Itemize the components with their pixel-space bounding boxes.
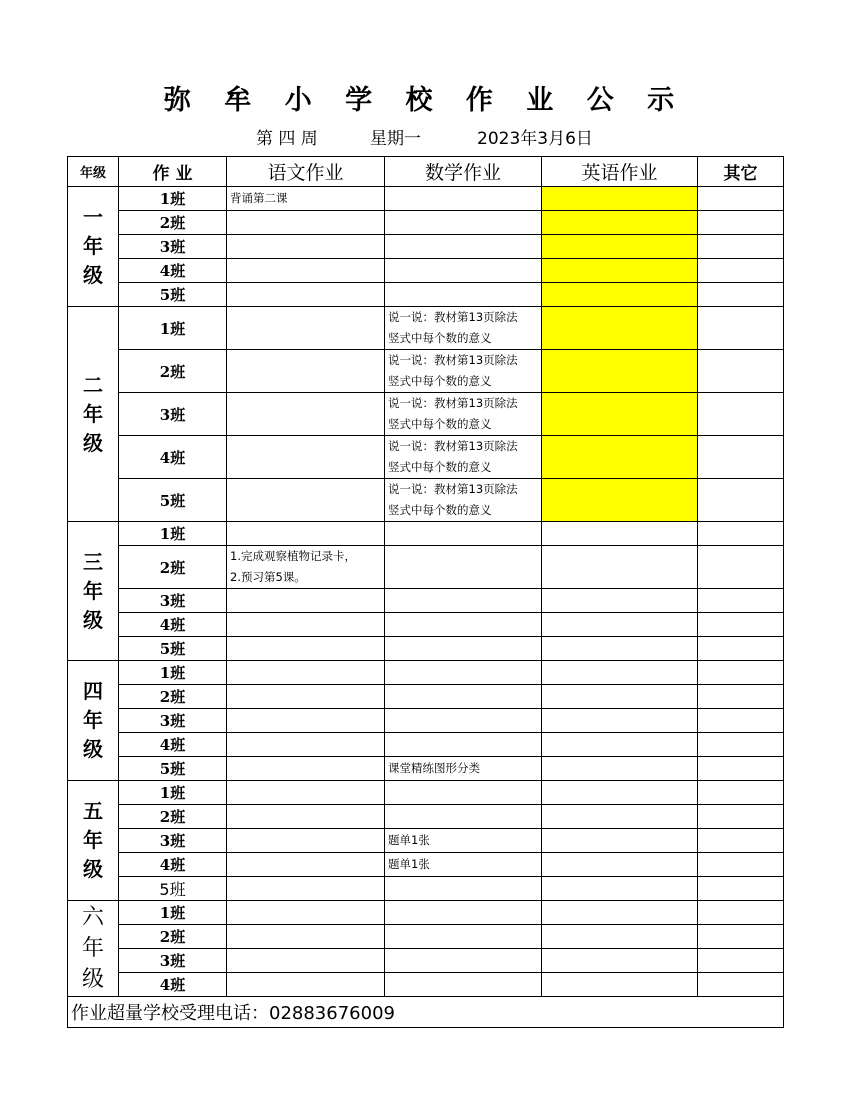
table-row [68,829,784,853]
english-cell [542,546,698,589]
week-label: 第 四 周 [256,129,318,149]
math-cell: 说一说：教材第13页除法 竖式中每个数的意义 [385,436,542,479]
chinese-cell [227,283,385,307]
chinese-cell [227,235,385,259]
header-other: 其它 [698,157,784,187]
header-math: 数学作业 [385,157,542,187]
table-row [68,733,784,757]
english-cell [542,925,698,949]
other-cell [698,853,784,877]
english-cell [542,709,698,733]
chinese-cell [227,685,385,709]
chinese-cell [227,709,385,733]
english-cell [542,479,698,522]
table-row [68,709,784,733]
table-row [68,350,784,393]
english-cell [542,781,698,805]
english-cell [542,949,698,973]
table-row [68,235,784,259]
chinese-cell [227,613,385,637]
other-cell [698,685,784,709]
english-cell [542,393,698,436]
table-row [68,973,784,997]
table-row [68,805,784,829]
class-label: 2班 [119,211,227,235]
english-cell [542,436,698,479]
math-cell: 题单1张 [385,829,542,853]
table-row [68,307,784,350]
table-row [68,901,784,925]
class-label: 4班 [119,259,227,283]
chinese-cell [227,350,385,393]
math-cell [385,283,542,307]
other-cell [698,757,784,781]
table-row [68,925,784,949]
class-label: 1班 [119,781,227,805]
english-cell [542,259,698,283]
other-cell [698,211,784,235]
table-row [68,393,784,436]
class-label: 5班 [119,877,227,901]
chinese-cell [227,259,385,283]
other-cell [698,187,784,211]
other-cell [698,283,784,307]
math-cell [385,805,542,829]
grade-5-label: 五 年 级 [68,781,119,901]
other-cell [698,259,784,283]
grade-2-label: 二 年 级 [68,307,119,522]
math-cell [385,235,542,259]
math-cell: 说一说：教材第13页除法 竖式中每个数的意义 [385,350,542,393]
other-cell [698,307,784,350]
other-cell [698,877,784,901]
chinese-cell [227,829,385,853]
english-cell [542,661,698,685]
class-label: 3班 [119,589,227,613]
table-row [68,661,784,685]
math-cell [385,949,542,973]
chinese-cell [227,479,385,522]
grade-6-label: 六 年 级 [68,901,119,997]
english-cell [542,613,698,637]
table-row [68,637,784,661]
class-label: 2班 [119,805,227,829]
chinese-cell [227,805,385,829]
math-cell: 说一说：教材第13页除法 竖式中每个数的意义 [385,307,542,350]
english-cell [542,685,698,709]
chinese-cell [227,522,385,546]
class-label: 4班 [119,853,227,877]
chinese-cell: 1.完成观察植物记录卡， 2.预习第5课。 [227,546,385,589]
class-label: 4班 [119,436,227,479]
math-cell [385,877,542,901]
weekday-label: 星期一 [370,129,421,149]
other-cell [698,805,784,829]
chinese-cell [227,901,385,925]
class-label: 3班 [119,949,227,973]
other-cell [698,436,784,479]
chinese-cell [227,436,385,479]
class-label: 1班 [119,307,227,350]
class-label: 1班 [119,901,227,925]
table-row [68,522,784,546]
other-cell [698,901,784,925]
chinese-cell: 背诵第二课 [227,187,385,211]
table-row [68,685,784,709]
other-cell [698,661,784,685]
other-cell [698,949,784,973]
other-cell [698,709,784,733]
chinese-cell [227,973,385,997]
other-cell [698,613,784,637]
chinese-cell [227,949,385,973]
class-label: 5班 [119,479,227,522]
math-cell [385,925,542,949]
chinese-cell [227,733,385,757]
math-cell [385,661,542,685]
other-cell [698,781,784,805]
class-label: 1班 [119,661,227,685]
other-cell [698,350,784,393]
math-cell [385,546,542,589]
header-chinese: 语文作业 [227,157,385,187]
class-label: 3班 [119,235,227,259]
table-row [68,187,784,211]
english-cell [542,235,698,259]
grade-3-label: 三 年 级 [68,522,119,661]
page-title: 弥 牟 小 学 校 作 业 公 示 [163,85,687,116]
table-row [68,259,784,283]
english-cell [542,973,698,997]
math-cell [385,259,542,283]
math-cell [385,187,542,211]
math-cell [385,211,542,235]
math-cell [385,589,542,613]
class-label: 4班 [119,973,227,997]
chinese-cell [227,637,385,661]
english-cell [542,307,698,350]
english-cell [542,853,698,877]
chinese-cell [227,211,385,235]
grade-4-label: 四 年 级 [68,661,119,781]
table-row [68,283,784,307]
table-row [68,589,784,613]
other-cell [698,733,784,757]
english-cell [542,637,698,661]
english-cell [542,829,698,853]
english-cell [542,187,698,211]
english-cell [542,522,698,546]
table-row [68,211,784,235]
math-cell [385,613,542,637]
math-cell [385,973,542,997]
other-cell [698,637,784,661]
complaint-phone-footer: 作业超量学校受理电话：02883676009 [68,997,784,1028]
math-cell [385,781,542,805]
table-row [68,949,784,973]
table-row [68,479,784,522]
grade-1-label: 一 年 级 [68,187,119,307]
other-cell [698,479,784,522]
english-cell [542,757,698,781]
chinese-cell [227,661,385,685]
table-row [68,613,784,637]
other-cell [698,925,784,949]
class-label: 2班 [119,350,227,393]
class-label: 4班 [119,733,227,757]
class-label: 2班 [119,925,227,949]
table-row [68,757,784,781]
english-cell [542,733,698,757]
english-cell [542,589,698,613]
english-cell [542,350,698,393]
class-label: 3班 [119,709,227,733]
class-label: 4班 [119,613,227,637]
math-cell [385,522,542,546]
class-label: 1班 [119,522,227,546]
math-cell: 题单1张 [385,853,542,877]
chinese-cell [227,307,385,350]
math-cell: 说一说：教材第13页除法 竖式中每个数的意义 [385,393,542,436]
chinese-cell [227,877,385,901]
class-label: 3班 [119,393,227,436]
english-cell [542,877,698,901]
date-label: 2023年3月6日 [477,129,593,149]
table-row [68,853,784,877]
table-row [68,781,784,805]
header-english: 英语作业 [542,157,698,187]
other-cell [698,522,784,546]
english-cell [542,901,698,925]
table-row [68,877,784,901]
other-cell [698,973,784,997]
other-cell [698,546,784,589]
class-label: 5班 [119,283,227,307]
other-cell [698,393,784,436]
other-cell [698,589,784,613]
english-cell [542,283,698,307]
homework-table [67,156,784,1028]
table-row [68,436,784,479]
other-cell [698,829,784,853]
class-label: 1班 [119,187,227,211]
math-cell [385,901,542,925]
math-cell [385,733,542,757]
header-homework: 作 业 [119,157,227,187]
other-cell [698,235,784,259]
english-cell [542,805,698,829]
math-cell: 说一说：教材第13页除法 竖式中每个数的意义 [385,479,542,522]
class-label: 2班 [119,685,227,709]
chinese-cell [227,853,385,877]
table-row [68,546,784,589]
class-label: 3班 [119,829,227,853]
english-cell [542,211,698,235]
header-grade: 年级 [68,157,119,187]
math-cell: 课堂精练图形分类 [385,757,542,781]
class-label: 5班 [119,637,227,661]
math-cell [385,637,542,661]
chinese-cell [227,925,385,949]
math-cell [385,685,542,709]
chinese-cell [227,393,385,436]
chinese-cell [227,757,385,781]
chinese-cell [227,589,385,613]
chinese-cell [227,781,385,805]
math-cell [385,709,542,733]
class-label: 5班 [119,757,227,781]
class-label: 2班 [119,546,227,589]
